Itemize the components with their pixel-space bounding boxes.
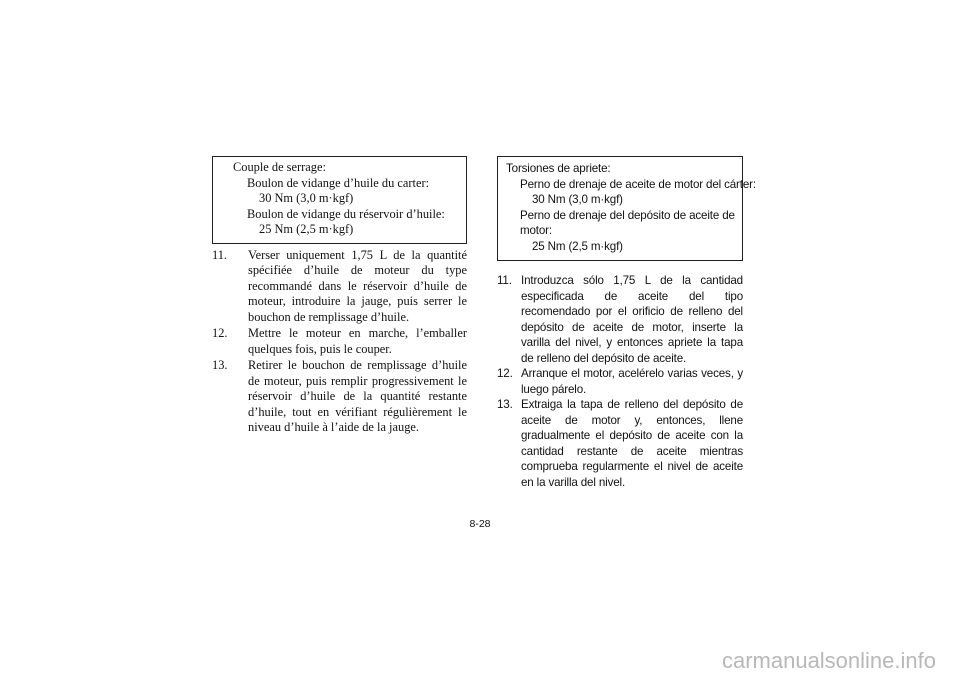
step-text: Introduzca sólo 1,75 L de la cantidad especificada de aceite del tipo recomendado por el orificio de relleno del depósito de aceite de motor, inserte la varilla del nivel, y entonces apriete la tapa de relleno del depósito de aceite. bbox=[521, 274, 743, 365]
torque-heading-es: Torsiones de apriete: bbox=[506, 162, 611, 175]
torque-item1-label-es: Perno de drenaje de aceite de motor del cárter: bbox=[520, 177, 756, 191]
step-text: Extraiga la tapa de relleno del depósito de aceite de motor y, entonces, llene gradualmente el depósito de aceite con la cantidad restante de aceite mientras comprueba regularmente el nivel de aceite en la varilla del nivel. bbox=[521, 398, 743, 489]
torque-spec-box-es bbox=[497, 156, 756, 261]
torque-item1-value-es: 30 Nm (3,0 m·kgf) bbox=[532, 193, 623, 206]
step-number: 13. bbox=[212, 358, 228, 372]
torque-item2-value-fr: 25 Nm (2,5 m·kgf) bbox=[259, 222, 354, 236]
step-item-fr bbox=[212, 326, 467, 357]
step-item-fr bbox=[212, 358, 467, 436]
page-number: 8-28 bbox=[469, 518, 491, 530]
torque-item2-label-es: Perno de drenaje del depósito de aceite de motor: bbox=[520, 208, 735, 237]
step-number: 12. bbox=[497, 367, 513, 380]
watermark: carmanualsonline.info bbox=[721, 648, 936, 673]
step-number: 11. bbox=[497, 274, 512, 287]
step-text: Arranque el motor, acelérelo varias veces, y luego párelo. bbox=[521, 367, 743, 396]
step-item-es bbox=[497, 273, 743, 366]
step-item-es bbox=[497, 397, 743, 490]
spanish-column bbox=[497, 156, 756, 490]
steps-list-fr bbox=[212, 248, 467, 436]
step-text: Mettre le moteur en marche, l’emballer quelques fois, puis le couper. bbox=[248, 326, 467, 356]
torque-item2-value-es: 25 Nm (2,5 m·kgf) bbox=[532, 239, 623, 253]
step-number: 11. bbox=[212, 247, 228, 262]
torque-spec-box-fr bbox=[212, 156, 467, 244]
torque-item2-label-fr: Boulon de vidange du réservoir d’huile: bbox=[247, 206, 445, 221]
step-number: 12. bbox=[212, 326, 228, 340]
step-item-es bbox=[497, 366, 743, 397]
step-item-fr bbox=[212, 248, 467, 326]
step-number: 13. bbox=[497, 398, 513, 411]
french-column bbox=[212, 156, 467, 437]
torque-item1-value-fr: 30 Nm (3,0 m·kgf) bbox=[259, 191, 354, 205]
steps-list-es bbox=[497, 273, 743, 490]
torque-heading-fr: Couple de serrage: bbox=[233, 160, 326, 174]
step-text: Verser uniquement 1,75 L de la quantité spécifiée d’huile de moteur du type recommandé dans le réservoir d’huile de moteur, introduire la jauge, puis serrer le bouchon de remplissage d’huile. bbox=[248, 247, 467, 324]
torque-item1-label-fr: Boulon de vidange d’huile du carter: bbox=[247, 175, 430, 190]
step-text: Retirer le bouchon de remplissage d’huile de moteur, puis remplir progressivement le réservoir d’huile de la quantité restante d’huile, tout en vérifiant régulièrement le niveau d’huile à l’aide de la jauge. bbox=[248, 358, 467, 434]
